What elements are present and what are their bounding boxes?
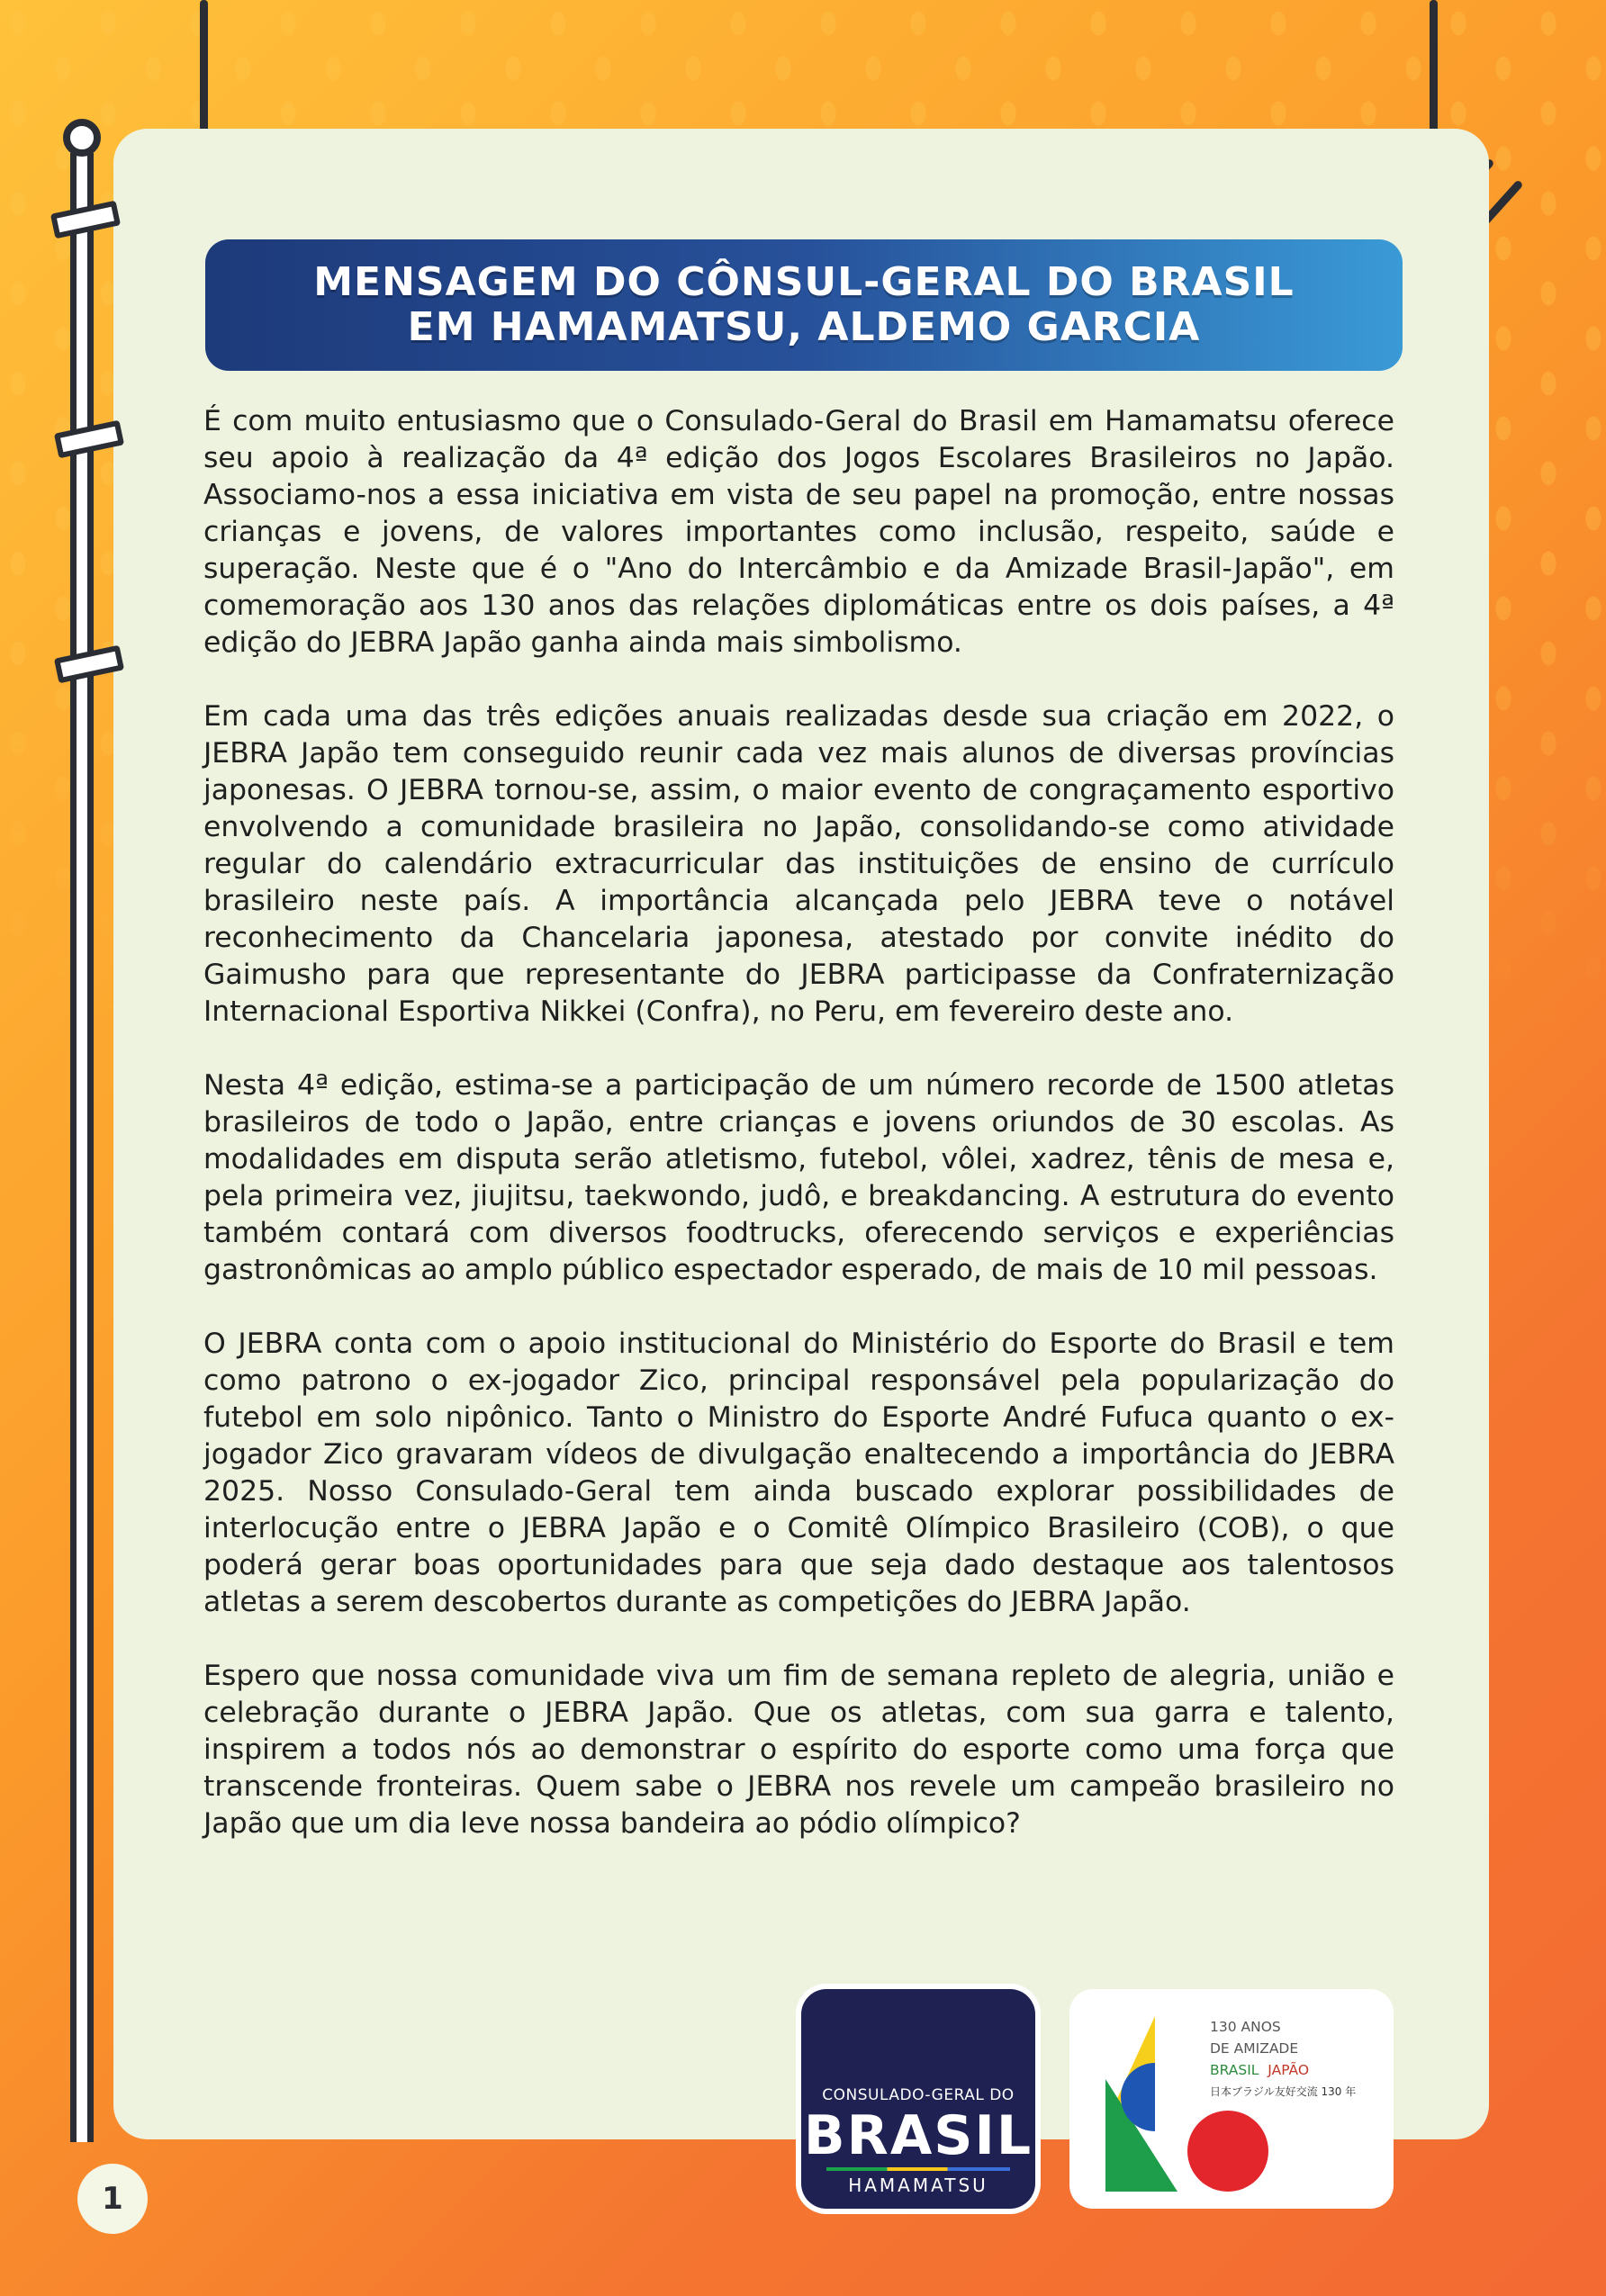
- 130-years-japao: JAPÃO: [1268, 2062, 1310, 2078]
- 130-years-logo-text: [1210, 2016, 1356, 2102]
- paragraph: O JEBRA conta com o apoio institucional do Ministério do Esporte do Brasil e tem como patrono o ex-jogador Zico, principal responsável pela popularização do futebol em solo nipônico. Tanto o Ministro do Esporte André Fufuca quanto o ex-jogador Zico gravaram vídeos de divulgação enaltecendo a importância do JEBRA 2025. Nosso Consulado-Geral tem ainda buscado explorar possibilidades de interlocução entre o JEBRA Japão e o Comitê Olímpico Brasileiro (COB), o que poderá gerar boas oportunidades para que seja dado destaque aos talentosos atletas a serem descobertos durante as competições do JEBRA Japão.: [203, 1328, 1394, 1618]
- 130-years-logo: [1069, 1989, 1394, 2209]
- 130-years-line1: 130 ANOS: [1210, 2019, 1281, 2035]
- decor-pole-knob: [63, 119, 101, 157]
- consulado-logo-flag-stripe: [826, 2167, 1010, 2171]
- page-number: 1: [77, 2164, 148, 2234]
- title-line-2: EM HAMAMATSU, ALDEMO GARCIA: [407, 304, 1201, 350]
- consulado-logo-top-text: CONSULADO-GERAL DO: [822, 2086, 1015, 2104]
- paragraph: É com muito entusiasmo que o Consulado-Geral do Brasil em Hamamatsu oferece seu apoio à realização da 4ª edição dos Jogos Escolares Brasileiros no Japão. Associamo-nos a essa iniciativa em vista de seu papel na promoção, entre nossas crianças e jovens, de valores importantes como inclusão, respeito, saúde e superação. Neste que é o "Ano do Intercâmbio e da Amizade Brasil-Japão", em comemoração aos 130 anos das relações diplomáticas entre os dois países, a 4ª edição do JEBRA Japão ganha ainda mais simbolismo.: [203, 405, 1394, 659]
- paragraph: Espero que nossa comunidade viva um fim de semana repleto de alegria, união e celebração durante o JEBRA Japão. Que os atletas, com sua garra e talento, inspirem a todos nós ao demonstrar o espírito do esporte como uma força que transcende fronteiras. Quem sabe o JEBRA nos revele um campeão brasileiro no Japão que um dia leve nossa bandeira ao pódio olímpico?: [203, 1660, 1394, 1840]
- 130-years-line2: DE AMIZADE: [1210, 2040, 1299, 2057]
- paragraph: Em cada uma das três edições anuais realizadas desde sua criação em 2022, o JEBRA Japão tem conseguido reunir cada vez mais alunos de diversas províncias japonesas. O JEBRA tornou-se, assim, o maior evento de congraçamento esportivo envolvendo a comunidade brasileira no Japão, consolidando-se como atividade regular do calendário extracurricular das instituições de ensino de currículo brasileiro neste país. A importância alcançada pelo JEBRA teve o notável reconhecimento da Chancelaria japonesa, atestado por convite inédito do Gaimusho para que representante do JEBRA participasse da Confraternização Internacional Esportiva Nikkei (Confra), no Peru, em fevereiro deste ano.: [203, 700, 1394, 1028]
- 130-years-brasil: BRASIL: [1210, 2062, 1259, 2078]
- page-title: [313, 260, 1294, 350]
- emblem-red-sun: [1187, 2111, 1268, 2192]
- title-line-1: MENSAGEM DO CÔNSUL-GERAL DO BRASIL: [313, 259, 1295, 305]
- 130-years-japanese: 日本ブラジル友好交流 130 年: [1210, 2085, 1357, 2098]
- consulado-logo: [801, 1989, 1035, 2209]
- message-body: [203, 403, 1394, 1879]
- consulado-logo-city-text: HAMAMATSU: [848, 2174, 988, 2196]
- paragraph: Nesta 4ª edição, estima-se a participação de um número recorde de 1500 atletas brasileiros de todo o Japão, entre crianças e jovens oriundos de 30 escolas. As modalidades em disputa serão atletismo, futebol, vôlei, xadrez, tênis de mesa e, pela primeira vez, jiujitsu, taekwondo, judô, e breakdancing. A estrutura do evento também contará com diversos foodtrucks, oferecendo serviços e experiências gastronômicas ao amplo público espectador esperado, de mais de 10 mil pessoas.: [203, 1069, 1394, 1286]
- title-banner: [205, 239, 1403, 371]
- consulado-logo-brasil-text: BRASIL: [803, 2104, 1033, 2167]
